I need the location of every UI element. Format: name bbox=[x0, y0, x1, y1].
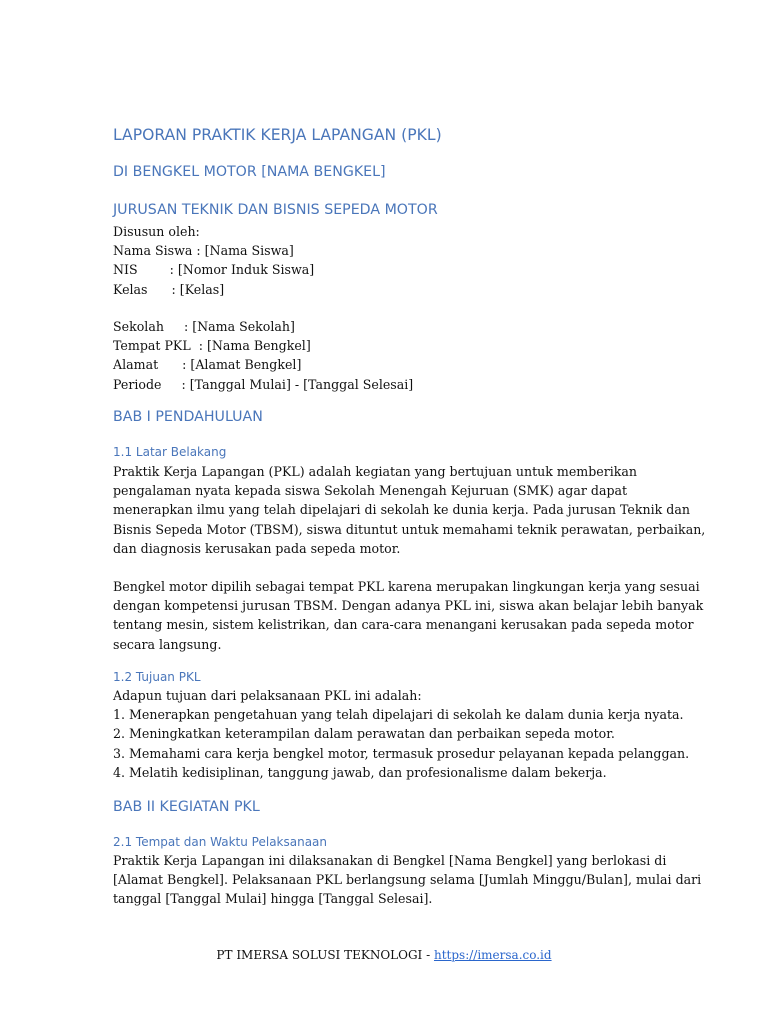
identity-line: Nama Siswa : [Nama Siswa] bbox=[113, 243, 294, 259]
identity-line: Disusun oleh: bbox=[113, 224, 200, 239]
section-1-1-heading: 1.1 Latar Belakang bbox=[113, 445, 227, 459]
bab1-heading: BAB I PENDAHULUAN bbox=[113, 409, 263, 425]
identity-block bbox=[113, 222, 673, 299]
list-item: 3. Memahami cara kerja bengkel motor, termasuk prosedur pelayanan kepada pelanggan. bbox=[113, 745, 690, 761]
placement-line: Alamat : [Alamat Bengkel] bbox=[113, 357, 302, 373]
paragraph-line: secara langsung. bbox=[113, 636, 222, 652]
footer-company: PT IMERSA SOLUSI TEKNOLOGI - bbox=[216, 948, 434, 962]
identity-line: Kelas : [Kelas] bbox=[113, 281, 225, 297]
placement-block bbox=[113, 317, 673, 394]
list-item: 1. Menerapkan pengetahuan yang telah dipelajari di sekolah ke dalam dunia kerja nyata. bbox=[113, 707, 684, 723]
section-1-2-list bbox=[113, 686, 690, 782]
bab2-heading: BAB II KEGIATAN PKL bbox=[113, 799, 260, 815]
list-item: 4. Melatih kedisiplinan, tanggung jawab, dan profesionalisme dalam bekerja. bbox=[113, 764, 607, 780]
paragraph-line: Bengkel motor dipilih sebagai tempat PKL karena merupakan lingkungan kerja yang sesuai bbox=[113, 579, 700, 594]
placement-line: Periode : [Tanggal Mulai] - [Tanggal Selesai] bbox=[113, 376, 414, 392]
paragraph-line: Praktik Kerja Lapangan (PKL) adalah kegiatan yang bertujuan untuk memberikan bbox=[113, 464, 638, 479]
placement-line: Tempat PKL : [Nama Bengkel] bbox=[113, 338, 311, 354]
report-title: LAPORAN PRAKTIK KERJA LAPANGAN (PKL) bbox=[113, 126, 442, 144]
section-2-1-heading: 2.1 Tempat dan Waktu Pelaksanaan bbox=[113, 835, 328, 849]
paragraph-line: Praktik Kerja Lapangan ini dilaksanakan di Bengkel [Nama Bengkel] yang berlokasi di bbox=[113, 853, 667, 868]
list-item: 2. Meningkatkan keterampilan dalam perawatan dan perbaikan sepeda motor. bbox=[113, 726, 615, 742]
page-footer bbox=[0, 946, 768, 964]
section-1-1-paragraph-2 bbox=[113, 577, 704, 654]
paragraph-line: [Alamat Bengkel]. Pelaksanaan PKL berlangsung selama [Jumlah Minggu/Bulan], mulai dari bbox=[113, 872, 702, 888]
report-subtitle-location: DI BENGKEL MOTOR [NAMA BENGKEL] bbox=[113, 164, 386, 180]
paragraph-line: tentang mesin, sistem kelistrikan, dan cara-cara menangani kerusakan pada sepeda motor bbox=[113, 617, 694, 633]
paragraph-line: pengalaman nyata kepada siswa Sekolah Menengah Kejuruan (SMK) agar dapat bbox=[113, 483, 628, 499]
list-intro: Adapun tujuan dari pelaksanaan PKL ini adalah: bbox=[113, 688, 422, 703]
section-1-1-paragraph-1 bbox=[113, 462, 706, 558]
section-2-1-paragraph bbox=[113, 851, 702, 909]
footer-website-link[interactable]: https://imersa.co.id bbox=[433, 948, 552, 962]
identity-line: NIS : [Nomor Induk Siswa] bbox=[113, 262, 315, 278]
report-subtitle-department: JURUSAN TEKNIK DAN BISNIS SEPEDA MOTOR bbox=[113, 202, 438, 218]
paragraph-line: dan diagnosis kerusakan pada sepeda motor. bbox=[113, 540, 401, 556]
paragraph-line: menerapkan ilmu yang telah dipelajari di sekolah ke dunia kerja. Pada jurusan Teknik dan bbox=[113, 502, 690, 518]
paragraph-line: tanggal [Tanggal Mulai] hingga [Tanggal Selesai]. bbox=[113, 891, 433, 907]
placement-line: Sekolah : [Nama Sekolah] bbox=[113, 319, 295, 334]
paragraph-line: Bisnis Sepeda Motor (TBSM), siswa dituntut untuk memahami teknik perawatan, perbaikan, bbox=[113, 521, 706, 537]
section-1-2-heading: 1.2 Tujuan PKL bbox=[113, 670, 201, 684]
paragraph-line: dengan kompetensi jurusan TBSM. Dengan adanya PKL ini, siswa akan belajar lebih banyak bbox=[113, 598, 704, 614]
